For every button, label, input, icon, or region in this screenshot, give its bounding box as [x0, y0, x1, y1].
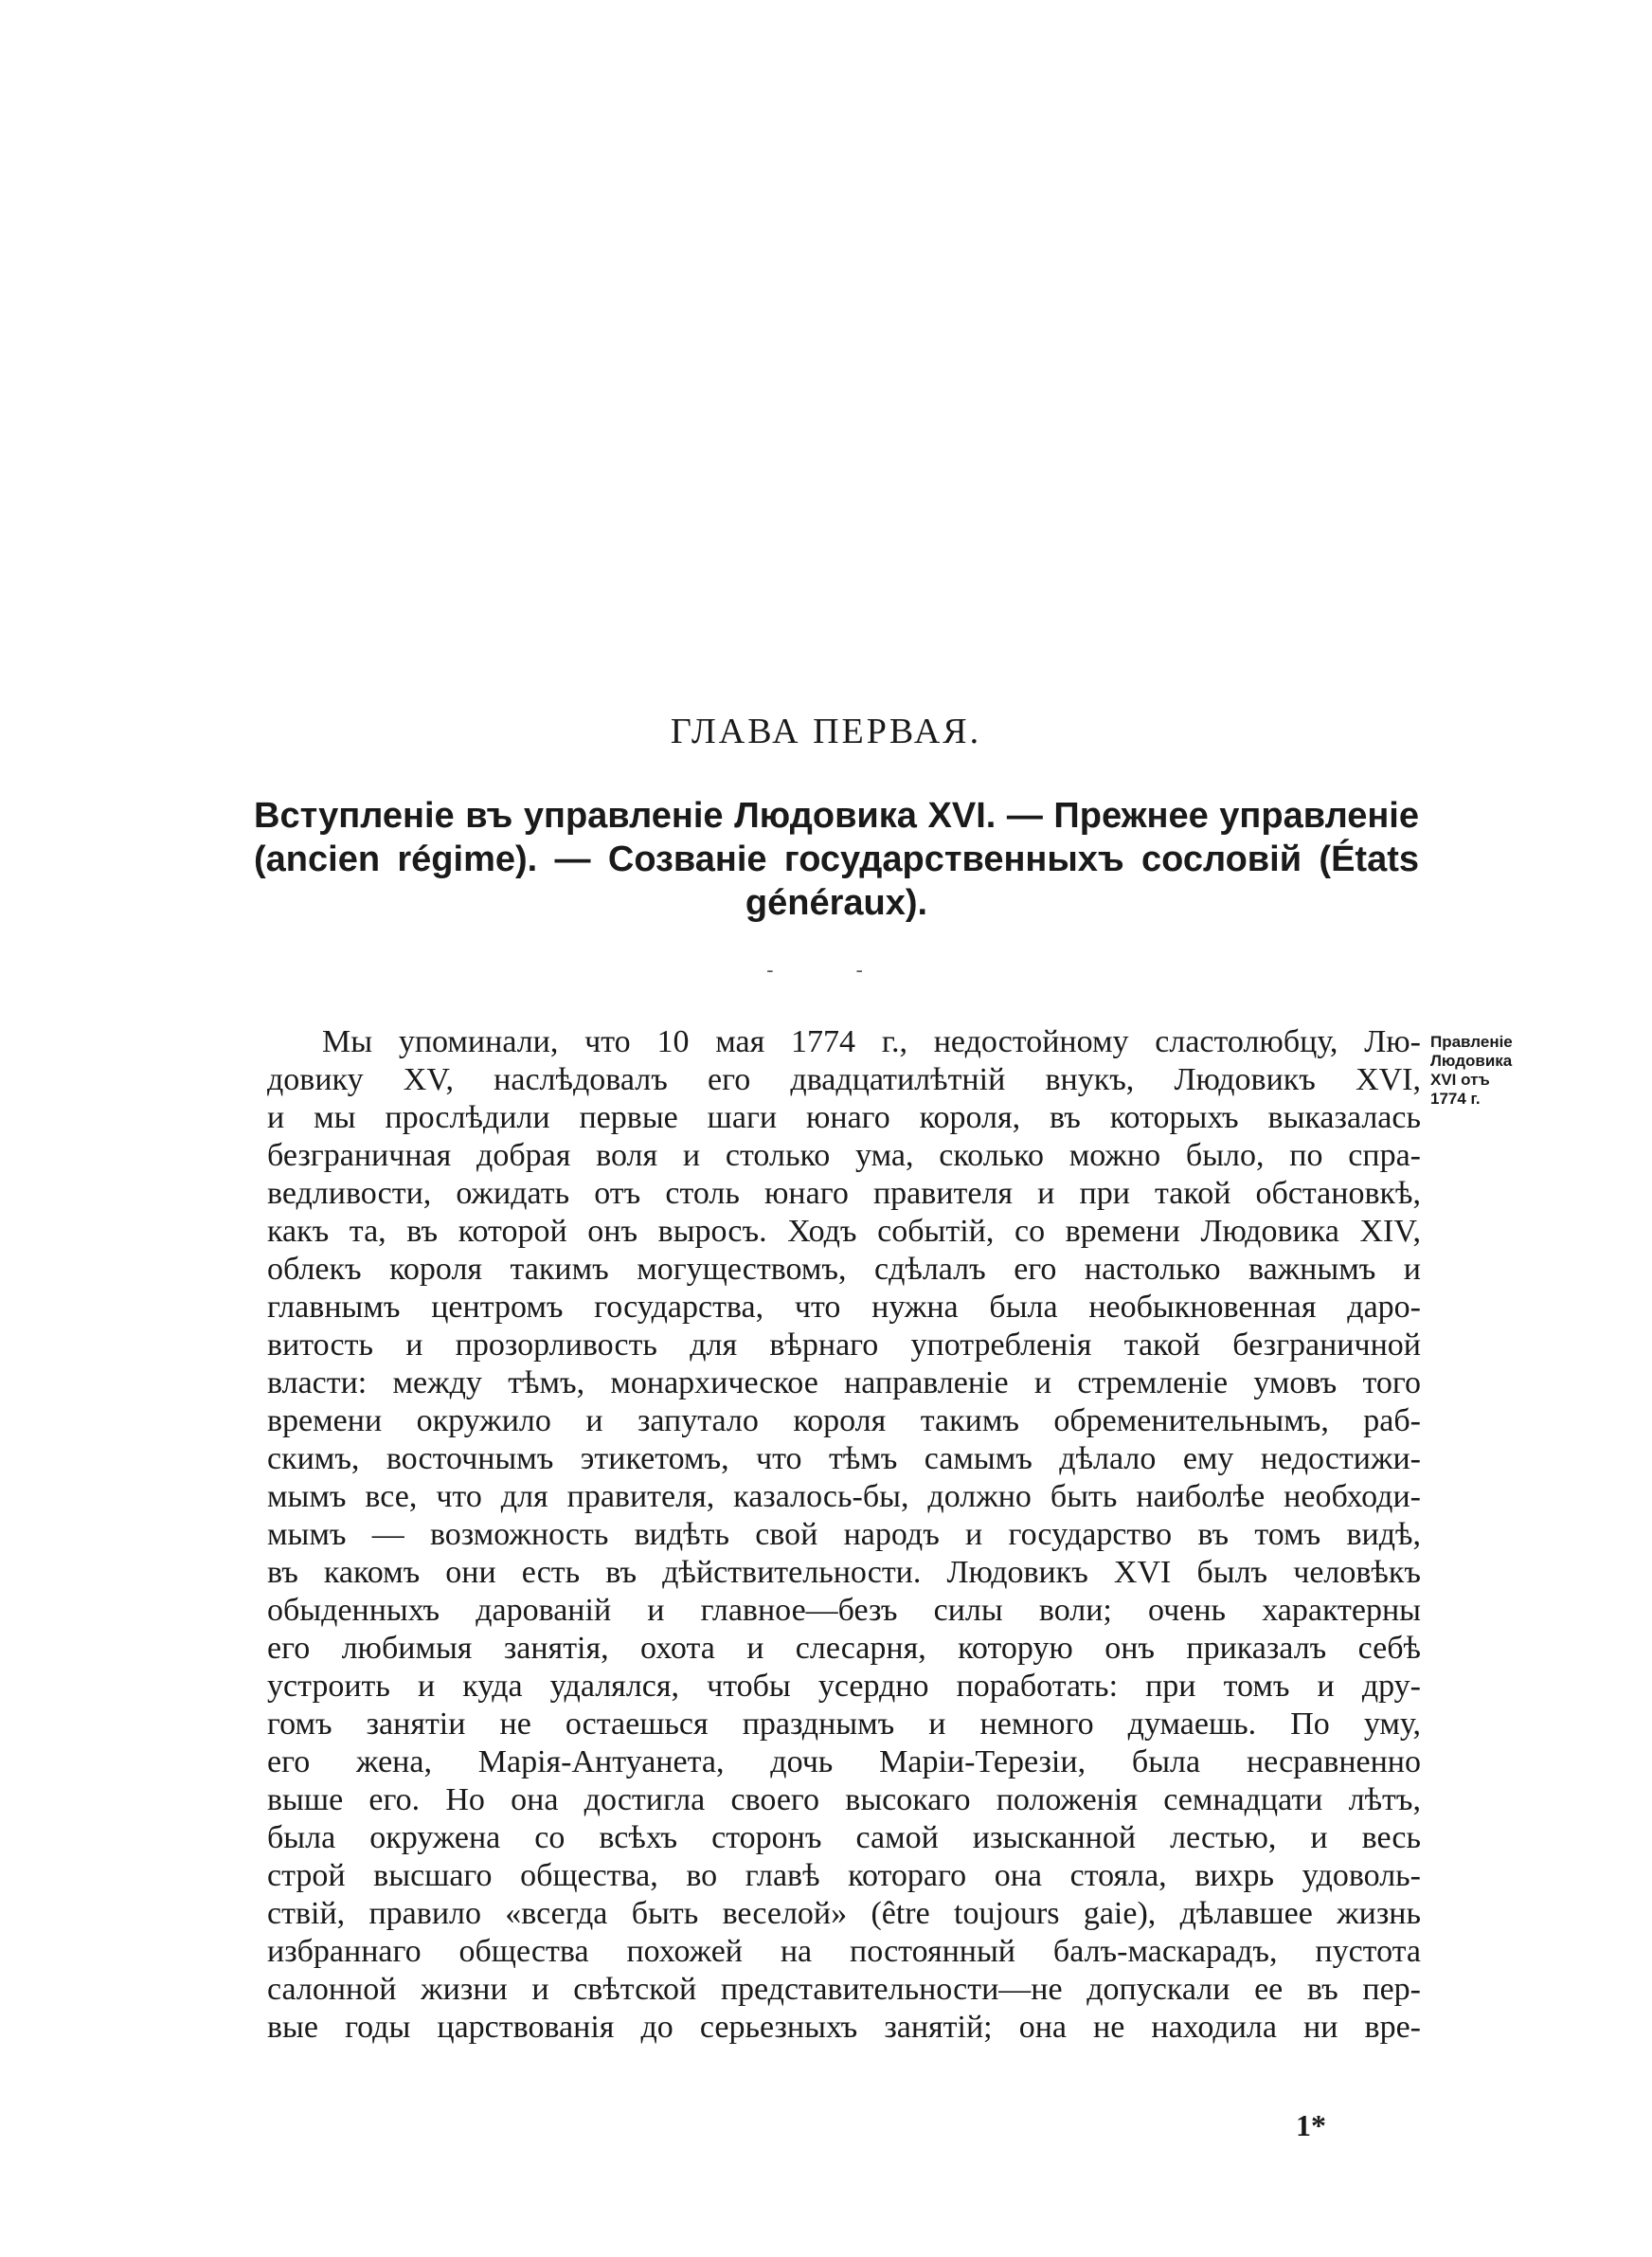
text-line: избраннаго общества похожей на постоянный балъ-маскарадъ, пустота	[267, 1934, 1421, 1969]
text-line: Мы упоминали, что 10 мая 1774 г., недостойному сластолюбцу, Лю-	[322, 1024, 1421, 1059]
margin-note-line: Людовика	[1430, 1052, 1513, 1070]
text-line: была окружена со всѣхъ сторонъ самой изысканной лестью, и весь	[267, 1820, 1421, 1855]
text-line: витость и прозорливость для вѣрнаго употребленія такой безграничной	[267, 1327, 1421, 1363]
text-line: мымъ все, что для правителя, казалось-бы, должно быть наиболѣе необходи-	[267, 1479, 1421, 1514]
text-line: салонной жизни и свѣтской представительности—не допускали ее въ пер-	[267, 1972, 1421, 2007]
margin-note-line: Правленіе	[1430, 1033, 1513, 1051]
text-line: безграничная добрая воля и столько ума, сколько можно было, по спра-	[267, 1138, 1421, 1173]
text-line: обыденныхъ дарованій и главное—безъ силы воли; очень характерны	[267, 1593, 1421, 1628]
margin-note	[1430, 1033, 1544, 1109]
body-paragraph	[267, 1023, 1421, 2047]
text-line: какъ та, въ которой онъ выросъ. Ходъ событій, со времени Людовика XIV,	[267, 1214, 1421, 1249]
text-line: довику XV, наслѣдовалъ его двадцатилѣтній внукъ, Людовикъ XVI,	[267, 1062, 1421, 1097]
text-line: ствій, правило «всегда быть веселой» (être toujours gaie), дѣлавшее жизнь	[267, 1896, 1421, 1931]
margin-note-line: XVI отъ	[1430, 1071, 1490, 1089]
text-line: ведливости, ожидать отъ столь юнаго правителя и при такой обстановкѣ,	[267, 1176, 1421, 1211]
text-line: гомъ занятіи не остаешься празднымъ и немного думаешь. По уму,	[267, 1706, 1421, 1742]
text-line: выше его. Но она достигла своего высокаго положенія семнадцати лѣтъ,	[267, 1782, 1421, 1817]
separator: - -	[766, 959, 901, 983]
text-line: строй высшаго общества, во главѣ котораго она стояла, вихрь удоволь-	[267, 1858, 1421, 1893]
text-line: скимъ, восточнымъ этикетомъ, что тѣмъ самымъ дѣлало ему недостижи-	[267, 1441, 1421, 1476]
text-line: власти: между тѣмъ, монархическое направленіе и стремленіе умовъ того	[267, 1365, 1421, 1400]
margin-note-line: 1774 г.	[1430, 1090, 1481, 1108]
text-line: его любимыя занятія, охота и слесарня, которую онъ приказалъ себѣ	[267, 1631, 1421, 1666]
text-line: и мы прослѣдили первые шаги юнаго короля, въ которыхъ выказалась	[267, 1100, 1421, 1135]
text-line: облекъ короля такимъ могуществомъ, сдѣлалъ его настолько важнымъ и	[267, 1252, 1421, 1287]
page-number: 1*	[1296, 2108, 1326, 2142]
text-line: вые годы царствованія до серьезныхъ занятій; она не находила ни вре-	[267, 2010, 1421, 2045]
text-line: устроить и куда удалялся, чтобы усердно поработать: при томъ и дру-	[267, 1669, 1421, 1704]
text-line: его жена, Марія-Антуанета, дочь Маріи-Терезіи, была несравненно	[267, 1744, 1421, 1779]
text-line: мымъ — возможность видѣть свой народъ и государство въ томъ видѣ,	[267, 1517, 1421, 1552]
text-line: въ какомъ они есть въ дѣйствительности. Людовикъ XVI былъ человѣкъ	[267, 1555, 1421, 1590]
chapter-title: Вступленіе въ управленіе Людовика XVI. — Прежнее управленіе (ancien régime). — Созваніе государственныхъ сословій (États généraux).	[254, 796, 1419, 923]
text-line: главнымъ центромъ государства, что нужна была необыкновенная даро-	[267, 1290, 1421, 1325]
text-line: времени окружило и запутало короля такимъ обременительнымъ, раб-	[267, 1403, 1421, 1438]
chapter-heading: ГЛАВА ПЕРВАЯ.	[670, 712, 982, 751]
